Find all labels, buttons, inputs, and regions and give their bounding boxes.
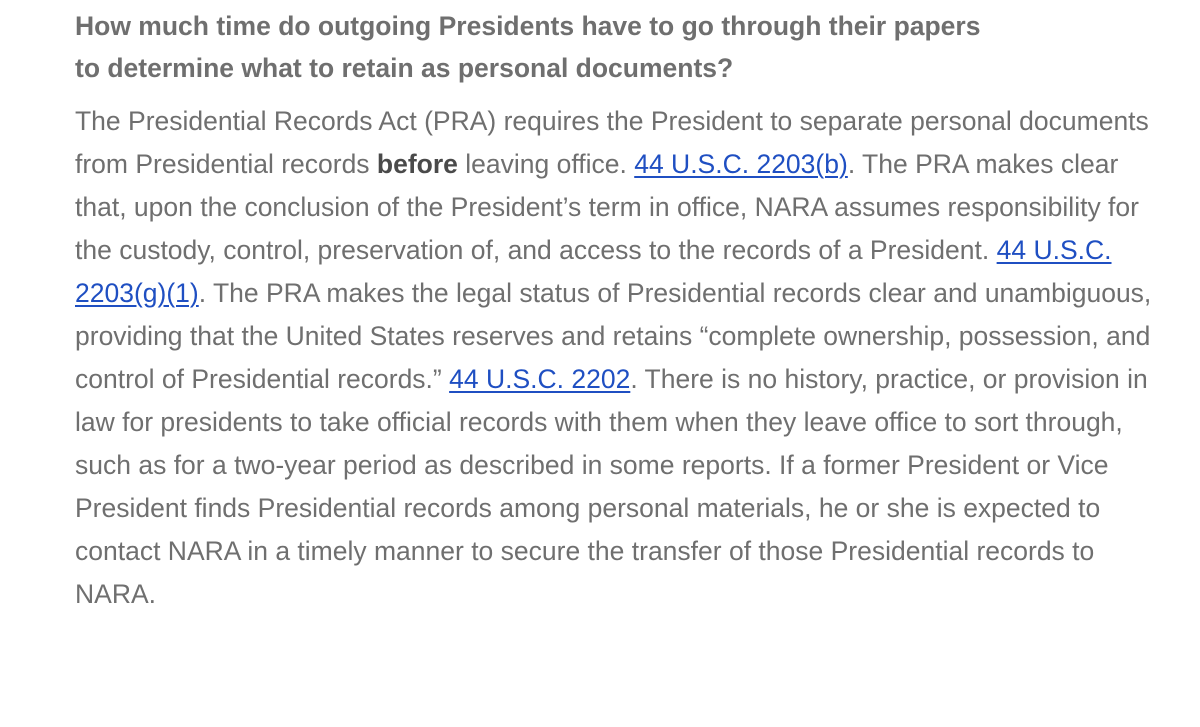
answer-text-5: . There is no history, practice, or provision in law for presidents to take official records with them when they leave office to sort through, such as for a two-year period as described in some reports. If a former President or Vice President finds Presidential records among personal materials, he or she is expected to contact NARA in a timely manner to secure the transfer of those Presidential records to NARA. <box>75 364 1148 609</box>
answer-text-3: . The PRA makes clear that, upon the conclusion of the President’s term in office, NARA assumes responsibility for the custody, control, preservation of, and access to the records of a President. <box>75 149 1139 265</box>
question-line-1: How much time do outgoing Presidents have to go through their papers <box>75 11 981 41</box>
answer-text-2: leaving office. <box>457 149 635 179</box>
faq-entry <box>75 0 1175 616</box>
answer-text-1: The Presidential Records Act (PRA) requires the President to separate personal documents from Presidential records <box>75 106 1149 179</box>
answer-text-4: . The PRA makes the legal status of Presidential records clear and unambiguous, providing that the United States reserves and retains “complete ownership, possession, and control of Presidential records.” <box>75 278 1152 394</box>
citation-link-2203b[interactable]: 44 U.S.C. 2203(b) <box>634 149 848 179</box>
faq-answer <box>75 100 1175 616</box>
citation-link-2203g1[interactable]: 44 U.S.C. 2203(g)(1) <box>75 235 1112 308</box>
faq-question <box>75 0 1175 89</box>
question-line-2: to determine what to retain as personal documents? <box>75 53 734 83</box>
citation-link-2202[interactable]: 44 U.S.C. 2202 <box>449 364 631 394</box>
answer-emphasis-before: before <box>376 149 458 179</box>
